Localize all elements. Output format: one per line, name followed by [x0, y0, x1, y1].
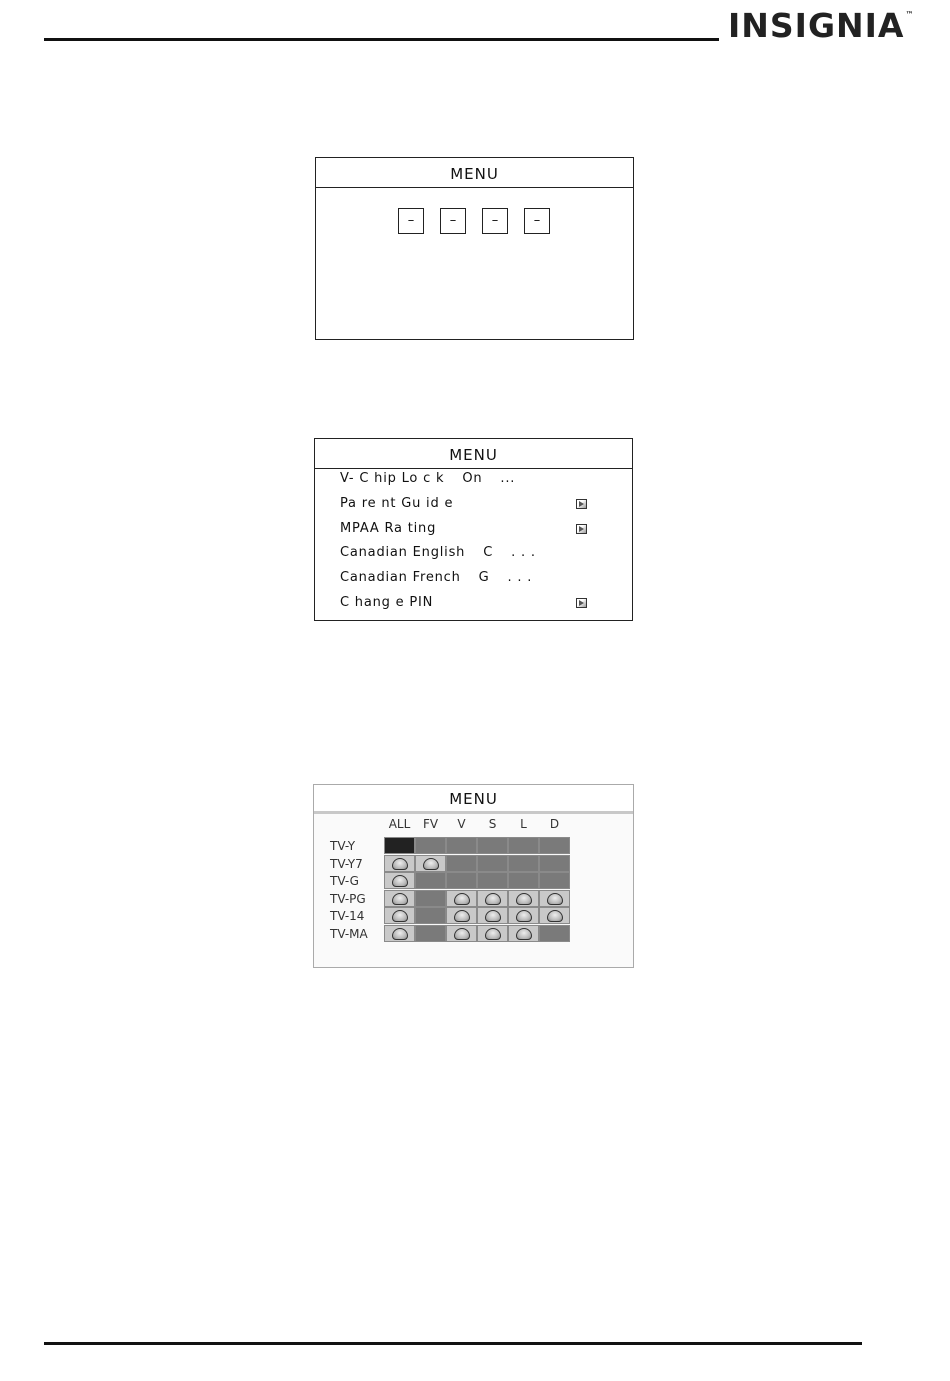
right-arrow-icon[interactable]	[576, 524, 587, 534]
lock-icon	[423, 858, 439, 870]
vchip-item-label: Canadian English	[340, 545, 466, 561]
lock-icon	[454, 928, 470, 940]
pin-digit-4[interactable]: –	[524, 208, 550, 234]
rating-cell[interactable]	[477, 907, 508, 924]
rating-cell[interactable]	[508, 907, 539, 924]
rating-row-header: TV-MA	[330, 927, 368, 941]
rating-cell[interactable]	[446, 907, 477, 924]
lock-icon	[454, 893, 470, 905]
vchip-item-label: Canadian French	[340, 570, 461, 586]
lock-icon	[485, 910, 501, 922]
lock-icon	[547, 893, 563, 905]
rating-cell[interactable]	[415, 872, 446, 889]
lock-icon	[392, 910, 408, 922]
rating-cell[interactable]	[415, 907, 446, 924]
vchip-item-more: . . .	[511, 545, 536, 561]
rating-cell[interactable]	[477, 925, 508, 942]
brand-logo	[728, 6, 914, 45]
rating-cell[interactable]	[539, 855, 570, 872]
rating-cell[interactable]	[539, 872, 570, 889]
rating-cell[interactable]	[415, 837, 446, 854]
rating-cell[interactable]	[539, 837, 570, 854]
rating-cell[interactable]	[415, 890, 446, 907]
rating-column-header: S	[488, 817, 497, 831]
lock-icon	[392, 928, 408, 940]
rating-row-header: TV-G	[330, 874, 359, 889]
rating-cell[interactable]	[508, 890, 539, 907]
header-rule	[44, 38, 719, 41]
vchip-item-value: G	[478, 570, 490, 586]
rating-row-header: TV-14	[330, 909, 365, 924]
rating-cell[interactable]	[477, 890, 508, 907]
brand-name: INSIGNIA	[728, 6, 905, 45]
menu-title: MENU	[314, 785, 633, 814]
lock-icon	[547, 910, 563, 922]
vchip-item-label: Pa re nt Gu id e	[340, 495, 454, 511]
menu-title: MENU	[316, 158, 633, 188]
footer-rule	[44, 1342, 862, 1345]
lock-icon	[516, 893, 532, 905]
pin-digit-1[interactable]: –	[398, 208, 424, 234]
rating-cell[interactable]	[384, 872, 415, 889]
rating-row-header: TV-Y	[330, 839, 356, 853]
rating-cell[interactable]	[508, 872, 539, 889]
vchip-item-more: ...	[500, 471, 516, 486]
pin-slots	[398, 208, 550, 234]
rating-row-header: TV-Y7	[330, 856, 363, 871]
rating-grid	[384, 837, 572, 943]
vchip-item-value: On	[462, 471, 483, 486]
rating-cell[interactable]	[446, 855, 477, 872]
rating-cell[interactable]	[477, 855, 508, 872]
rating-cell[interactable]	[384, 837, 415, 854]
rating-cell[interactable]	[477, 872, 508, 889]
lock-icon	[516, 910, 532, 922]
rating-cell[interactable]	[446, 925, 477, 942]
lock-icon	[392, 858, 408, 870]
vchip-item-label: V- C hip Lo c k	[340, 471, 445, 486]
rating-cell[interactable]	[508, 855, 539, 872]
rating-cell[interactable]	[539, 925, 570, 942]
vchip-item-label: MPAA Ra ting	[340, 520, 437, 536]
rating-cell[interactable]	[384, 907, 415, 924]
pin-entry-menu	[315, 157, 634, 340]
pin-digit-2[interactable]: –	[440, 208, 466, 234]
vchip-menu	[314, 438, 633, 621]
rating-cell[interactable]	[446, 872, 477, 889]
rating-cell[interactable]	[539, 890, 570, 907]
vchip-menu-item[interactable]	[340, 545, 536, 560]
menu-title: MENU	[315, 439, 632, 469]
vchip-menu-item[interactable]	[340, 595, 433, 610]
rating-row-header: TV-PG	[330, 891, 366, 906]
vchip-item-value: C	[483, 545, 494, 561]
vchip-menu-item[interactable]	[340, 521, 436, 536]
rating-cell[interactable]	[446, 837, 477, 854]
vchip-item-more: . . .	[507, 570, 533, 586]
rating-cell[interactable]	[508, 837, 539, 854]
right-arrow-icon[interactable]	[576, 598, 587, 608]
right-arrow-icon[interactable]	[576, 499, 587, 509]
rating-cell[interactable]	[477, 837, 508, 854]
pin-digit-3[interactable]: –	[482, 208, 508, 234]
rating-column-header: D	[549, 817, 560, 831]
rating-cell[interactable]	[539, 907, 570, 924]
lock-icon	[485, 928, 501, 940]
rating-cell[interactable]	[384, 890, 415, 907]
rating-column-header: ALL	[388, 817, 411, 831]
rating-cell[interactable]	[415, 925, 446, 942]
lock-icon	[454, 910, 470, 922]
lock-icon	[392, 875, 408, 887]
vchip-item-label: C hang e PIN	[340, 595, 434, 610]
tv-rating-menu	[313, 784, 634, 968]
vchip-menu-item[interactable]	[340, 570, 532, 585]
rating-cell[interactable]	[384, 855, 415, 872]
lock-icon	[516, 928, 532, 940]
rating-cell[interactable]	[384, 925, 415, 942]
lock-icon	[392, 893, 408, 905]
rating-column-header: FV	[422, 817, 439, 831]
vchip-menu-item[interactable]	[340, 471, 515, 486]
rating-column-header: L	[520, 817, 527, 831]
rating-cell[interactable]	[446, 890, 477, 907]
trademark-symbol: ™	[905, 10, 915, 19]
rating-cell[interactable]	[508, 925, 539, 942]
rating-cell[interactable]	[415, 855, 446, 872]
vchip-menu-item[interactable]	[340, 496, 453, 511]
rating-column-header: V	[457, 817, 466, 831]
lock-icon	[485, 893, 501, 905]
